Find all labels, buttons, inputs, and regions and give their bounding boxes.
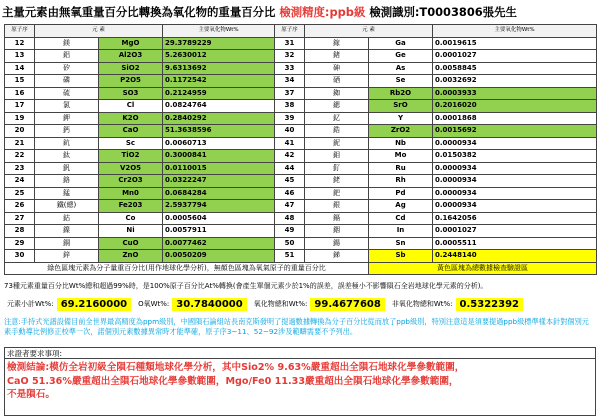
oxide-value: 0.2016020 <box>433 100 597 113</box>
atomic-number: 27 <box>5 212 35 225</box>
table-row <box>5 200 597 213</box>
element-name: 鉻 <box>35 175 99 188</box>
atomic-number: 33 <box>275 62 305 75</box>
oxide-symbol: CaO <box>99 125 163 138</box>
element-name: 鋅 <box>35 250 99 263</box>
element-name: 銠 <box>305 175 369 188</box>
atomic-number: 20 <box>5 125 35 138</box>
oxide-symbol: Ga <box>369 37 433 50</box>
table-header-row <box>5 25 597 38</box>
element-table <box>4 24 597 275</box>
atomic-number: 40 <box>275 125 305 138</box>
oxygen-value: 30.7840000 <box>172 298 246 311</box>
element-name: 砷 <box>305 62 369 75</box>
atomic-number: 21 <box>5 137 35 150</box>
atomic-number: 29 <box>5 237 35 250</box>
element-name: 釩 <box>35 162 99 175</box>
report-title <box>2 1 598 23</box>
oxide-symbol: Ni <box>99 225 163 238</box>
atomic-number: 22 <box>5 150 35 163</box>
conclusion-line: CaO 51.36%嚴重超出全隕石地球化學參數範圍，Mgo/Fe0 11.33嚴重超出全隕石地球化學參數範圍， <box>7 375 459 387</box>
header-oxide-right: 主要氧化物Wt% <box>433 25 597 38</box>
oxide-symbol: Ru <box>369 162 433 175</box>
oxygen-label: O氧Wt%: <box>138 300 170 308</box>
table-row <box>5 237 597 250</box>
oxide-symbol: Sn <box>369 237 433 250</box>
oxide-symbol: Mo <box>369 150 433 163</box>
atomic-number: 17 <box>5 100 35 113</box>
element-name: 鉬 <box>305 150 369 163</box>
element-name: 硫 <box>35 87 99 100</box>
oxide-total-value: 99.4677608 <box>310 298 384 311</box>
header-oxide-left: 主要氧化物Wt% <box>163 25 275 38</box>
legend-right: 黃色區塊為總數據檢查驗證區 <box>369 262 597 275</box>
oxide-value: 0.0077462 <box>163 237 275 250</box>
atomic-number: 38 <box>275 100 305 113</box>
element-name: 鎳 <box>35 225 99 238</box>
oxide-symbol: K2O <box>99 112 163 125</box>
atomic-number: 46 <box>275 187 305 200</box>
oxide-symbol: Sc <box>99 137 163 150</box>
oxide-value: 9.6313692 <box>163 62 275 75</box>
oxide-value: 0.0057911 <box>163 225 275 238</box>
oxide-symbol: CuO <box>99 237 163 250</box>
atomic-number: 23 <box>5 162 35 175</box>
atomic-number: 30 <box>5 250 35 263</box>
element-name: 硒 <box>305 75 369 88</box>
element-name: 銅 <box>35 237 99 250</box>
table-row <box>5 50 597 63</box>
table-row <box>5 175 597 188</box>
oxide-symbol: Mn0 <box>99 187 163 200</box>
table-row <box>5 212 597 225</box>
element-name: 錫 <box>305 237 369 250</box>
oxide-value: 2.5937794 <box>163 200 275 213</box>
header-atomic-number-right: 原子序 <box>275 25 305 38</box>
atomic-number: 25 <box>5 187 35 200</box>
oxide-total-label: 氧化物總和Wt%: <box>253 300 308 308</box>
element-name: 錳 <box>35 187 99 200</box>
oxide-symbol: Ge <box>369 50 433 63</box>
oxide-symbol: MgO <box>99 37 163 50</box>
table-row <box>5 225 597 238</box>
oxide-value: 0.0322247 <box>163 175 275 188</box>
element-name: 鋁 <box>35 50 99 63</box>
oxide-value: 0.0015692 <box>433 125 597 138</box>
table-row <box>5 87 597 100</box>
nonoxide-total-value: 0.5322392 <box>456 298 523 311</box>
oxide-symbol: SO3 <box>99 87 163 100</box>
title-precision: 檢測精度:ppb級 <box>279 5 366 19</box>
requester-requirements: 求證者要求事項: <box>4 347 596 358</box>
element-name: 銦 <box>305 225 369 238</box>
element-name: 鎘 <box>305 212 369 225</box>
element-name: 釔 <box>305 112 369 125</box>
conclusion-box <box>4 358 596 416</box>
atomic-number: 41 <box>275 137 305 150</box>
oxide-value: 51.3638596 <box>163 125 275 138</box>
oxide-value: 29.3789229 <box>163 37 275 50</box>
oxide-value: 0.0060713 <box>163 137 275 150</box>
oxide-symbol: Rh <box>369 175 433 188</box>
atomic-number: 51 <box>275 250 305 263</box>
atomic-number: 50 <box>275 237 305 250</box>
oxide-value: 0.2124959 <box>163 87 275 100</box>
oxide-value: 0.1642056 <box>433 212 597 225</box>
oxide-symbol: SrO <box>369 100 433 113</box>
atomic-number: 47 <box>275 200 305 213</box>
legend-left: 綠色區塊元素為分子量重百分比(用作地球化學分析)，無顏色區塊為氧氣原子的重量百分比 <box>5 262 369 275</box>
oxide-value: 0.0003933 <box>433 87 597 100</box>
title-id: 檢測識別:T0003806張先生 <box>369 5 517 19</box>
atomic-number: 49 <box>275 225 305 238</box>
oxide-value: 0.0000934 <box>433 175 597 188</box>
precision-note: 注意:手持式光譜設備目前全世界最高精度為ppm級別，中國隕石論組站長南克斯發明了提過數據轉換為分子百分比從而放了ppb級別，特別注意這是須要提過ppb級標準樣本針對個別元素手動導比例修正校準一次，諾個別元素數據異常時才能準確，原子序3~11、52~92涉及範疇需要不予列出。 <box>4 317 589 336</box>
table-row <box>5 100 597 113</box>
oxide-value: 0.0001027 <box>433 225 597 238</box>
element-name: 鎂 <box>35 37 99 50</box>
atomic-number: 26 <box>5 200 35 213</box>
element-name: 鎵 <box>305 37 369 50</box>
element-name: 氯 <box>35 100 99 113</box>
table-row <box>5 137 597 150</box>
atomic-number: 34 <box>275 75 305 88</box>
oxide-value: 0.0824764 <box>163 100 275 113</box>
atomic-number: 15 <box>5 75 35 88</box>
oxide-symbol: Sb <box>369 250 433 263</box>
header-element-left: 元 素 <box>35 25 163 38</box>
element-subtotal-value: 69.2160000 <box>57 298 131 311</box>
oxide-value: 0.2840292 <box>163 112 275 125</box>
oxide-value: 0.0005604 <box>163 212 275 225</box>
oxide-value: 0.0150382 <box>433 150 597 163</box>
atomic-number: 24 <box>5 175 35 188</box>
oxide-value: 0.0058845 <box>433 62 597 75</box>
element-name: 鈷 <box>35 212 99 225</box>
oxide-value: 0.0001868 <box>433 112 597 125</box>
element-name: 鈀 <box>305 187 369 200</box>
table-row <box>5 62 597 75</box>
element-name: 銻 <box>305 250 369 263</box>
oxide-symbol: As <box>369 62 433 75</box>
oxide-symbol: ZnO <box>99 250 163 263</box>
atomic-number: 48 <box>275 212 305 225</box>
atomic-number: 44 <box>275 162 305 175</box>
oxide-symbol: SiO2 <box>99 62 163 75</box>
element-name: 鋯 <box>305 125 369 138</box>
oxide-symbol: Al2O3 <box>99 50 163 63</box>
atomic-number: 31 <box>275 37 305 50</box>
conclusion-line: 檢測結論:模仿全岩初級全隕石種類地球化學分析，其中Sio2% 9.63%嚴重超出全隕石地球化學參數範圍， <box>7 362 465 373</box>
totals-row <box>4 295 596 313</box>
element-name: 鍺 <box>305 50 369 63</box>
oxide-value: 0.0684284 <box>163 187 275 200</box>
title-main: 主量元素由無氧重量百分比轉換為氧化物的重量百分比 <box>2 5 276 19</box>
oxide-value: 0.3000841 <box>163 150 275 163</box>
oxide-value: 0.0000934 <box>433 200 597 213</box>
nonoxide-total-label: 非氧化物總和Wt%: <box>391 300 453 308</box>
oxide-value: 0.0005511 <box>433 237 597 250</box>
atomic-number: 42 <box>275 150 305 163</box>
oxide-symbol: Se <box>369 75 433 88</box>
oxide-symbol: ZrO2 <box>369 125 433 138</box>
element-name: 鉀 <box>35 112 99 125</box>
oxide-symbol: Cd <box>369 212 433 225</box>
element-name: 鍶 <box>305 100 369 113</box>
oxide-symbol: Rb2O <box>369 87 433 100</box>
atomic-number: 19 <box>5 112 35 125</box>
oxide-value: 0.0019615 <box>433 37 597 50</box>
oxide-symbol: Y <box>369 112 433 125</box>
element-name: 銣 <box>305 87 369 100</box>
oxide-symbol: Pd <box>369 187 433 200</box>
legend-row <box>5 262 597 275</box>
atomic-number: 16 <box>5 87 35 100</box>
element-name: 鈦 <box>35 150 99 163</box>
oxide-symbol: Co <box>99 212 163 225</box>
oxide-value: 0.0001027 <box>433 50 597 63</box>
oxide-symbol: Cl <box>99 100 163 113</box>
oxide-value: 0.0032692 <box>433 75 597 88</box>
oxide-symbol: Fe203 <box>99 200 163 213</box>
oxide-symbol: Cr2O3 <box>99 175 163 188</box>
element-subtotal-label: 元素小計Wt%: <box>7 300 54 308</box>
table-row <box>5 37 597 50</box>
atomic-number: 32 <box>275 50 305 63</box>
atomic-number: 12 <box>5 37 35 50</box>
element-name: 鈧 <box>35 137 99 150</box>
element-name: 鐵(總) <box>35 200 99 213</box>
table-row <box>5 150 597 163</box>
oxide-symbol: V2O5 <box>99 162 163 175</box>
oxide-value: 0.1172542 <box>163 75 275 88</box>
element-name: 釕 <box>305 162 369 175</box>
atomic-number: 39 <box>275 112 305 125</box>
atomic-number: 45 <box>275 175 305 188</box>
header-atomic-number-left: 原子序 <box>5 25 35 38</box>
oxide-value: 0.0000934 <box>433 162 597 175</box>
oxide-value: 0.0050209 <box>163 250 275 263</box>
element-name: 鈣 <box>35 125 99 138</box>
table-row <box>5 75 597 88</box>
oxide-symbol: TiO2 <box>99 150 163 163</box>
element-name: 銀 <box>305 200 369 213</box>
oxide-value: 0.2448140 <box>433 250 597 263</box>
oxide-symbol: Nb <box>369 137 433 150</box>
element-name: 鈮 <box>305 137 369 150</box>
element-name: 磷 <box>35 75 99 88</box>
atomic-number: 14 <box>5 62 35 75</box>
header-element-right: 元 素 <box>305 25 433 38</box>
element-name: 矽 <box>35 62 99 75</box>
atomic-number: 13 <box>5 50 35 63</box>
atomic-number: 28 <box>5 225 35 238</box>
table-row <box>5 112 597 125</box>
table-row <box>5 162 597 175</box>
atomic-number: 37 <box>275 87 305 100</box>
conclusion-line: 不是隕石。 <box>7 389 55 400</box>
oxide-value: 0.0000934 <box>433 187 597 200</box>
oxide-value: 0.0110015 <box>163 162 275 175</box>
oxide-symbol: In <box>369 225 433 238</box>
summary-text: 73種元素重量百分比Wt%總和超過99%時，是100%原子百分比At%轉換(會產生單個元素少於1%的誤差，誤差極小不影響隕石全岩地球化學元素的分析)。 <box>4 282 488 290</box>
table-row <box>5 125 597 138</box>
table-row <box>5 187 597 200</box>
oxide-symbol: P2O5 <box>99 75 163 88</box>
oxide-value: 5.2630012 <box>163 50 275 63</box>
table-row <box>5 250 597 263</box>
oxide-value: 0.0000934 <box>433 137 597 150</box>
oxide-symbol: Ag <box>369 200 433 213</box>
